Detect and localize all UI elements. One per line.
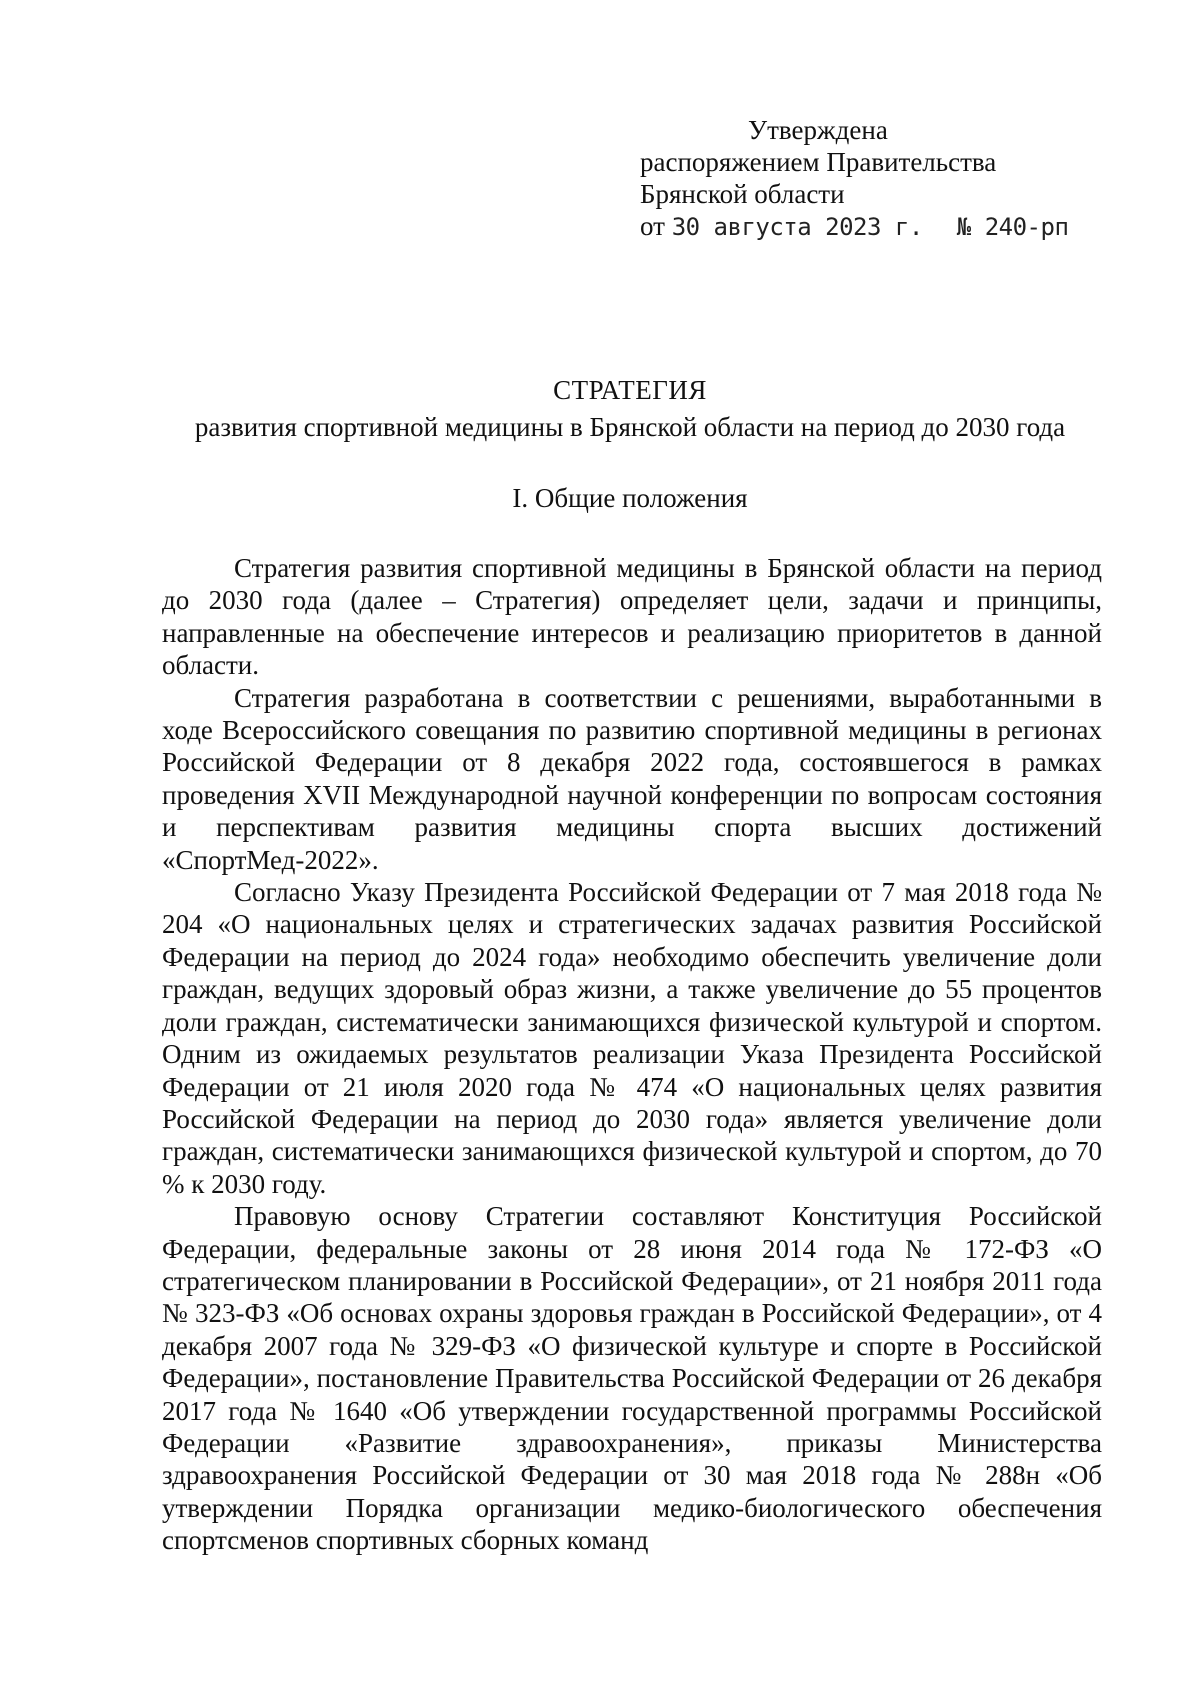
paragraph: Согласно Указу Президента Российской Федерации от 7 мая 2018 года № 204 «О национальных целях и стратегических задачах развития Российской Федерации на период до 2024 года» необходимо обеспечить увеличение доли граждан, ведущих здоровый образ жизни, а также увеличение до 55 процентов доли граждан, систематически занимающихся физической культурой и спортом. Одним из ожидаемых результатов реализации Указа Президента Российской Федерации от 21 июля 2020 года № 474 «О национальных целях развития Российской Федерации на период до 2030 года» является увеличение доли граждан, систематически занимающихся физической культурой и спортом, до 70 % к 2030 году. <box>162 877 1102 1199</box>
document-subtitle: развития спортивной медицины в Брянской области на период до 2030 года <box>194 412 1066 442</box>
section-heading: I. Общие положения <box>512 483 748 513</box>
approval-date: 30 августа 2023 г. <box>671 213 923 241</box>
approval-date-line <box>640 210 1068 243</box>
paragraph: Стратегия развития спортивной медицины в Брянской области на период до 2030 года (далее – Стратегия) определяет цели, задачи и принципы, направленные на обеспечение интересов и реализацию приоритетов в данной области. <box>162 553 1102 681</box>
approval-stamp <box>640 114 1068 243</box>
approval-number: № 240-рп <box>956 213 1069 241</box>
approval-date-prefix: от <box>640 211 665 241</box>
document-title: СТРАТЕГИЯ <box>553 375 707 405</box>
document-body <box>162 552 1102 1557</box>
approval-line-region: Брянской области <box>640 179 845 209</box>
approval-line-order: распоряжением Правительства <box>640 147 997 177</box>
paragraph: Стратегия разработана в соответствии с решениями, выработанными в ходе Всероссийского совещания по развитию спортивной медицины в регионах Российской Федерации от 8 декабря 2022 года, состоявшегося в рамках проведения XVII Международной научной конференции по вопросам состояния и перспективам развития медицины спорта высших достижений «СпортМед-2022». <box>162 682 1102 875</box>
approval-line-approved: Утверждена <box>748 115 888 145</box>
document-title-block <box>0 374 1200 443</box>
paragraph: Правовую основу Стратегии составляют Конституция Российской Федерации, федеральные законы от 28 июня 2014 года № 172-ФЗ «О стратегическом планировании в Российской Федерации», от 21 ноября 2011 года № 323-ФЗ «Об основах охраны здоровья граждан в Российской Федерации», от 4 декабря 2007 года № 329-ФЗ «О физической культуре и спорте в Российской Федерации», постановление Правительства Российской Федерации от 26 декабря 2017 года № 1640 «Об утверждении государственной программы Российской Федерации «Развитие здравоохранения», приказы Министерства здравоохранения Российской Федерации от 30 мая 2018 года № 288н «Об утверждении Порядка организации медико-биологического обеспечения спортсменов спортивных сборных команд <box>162 1201 1102 1556</box>
